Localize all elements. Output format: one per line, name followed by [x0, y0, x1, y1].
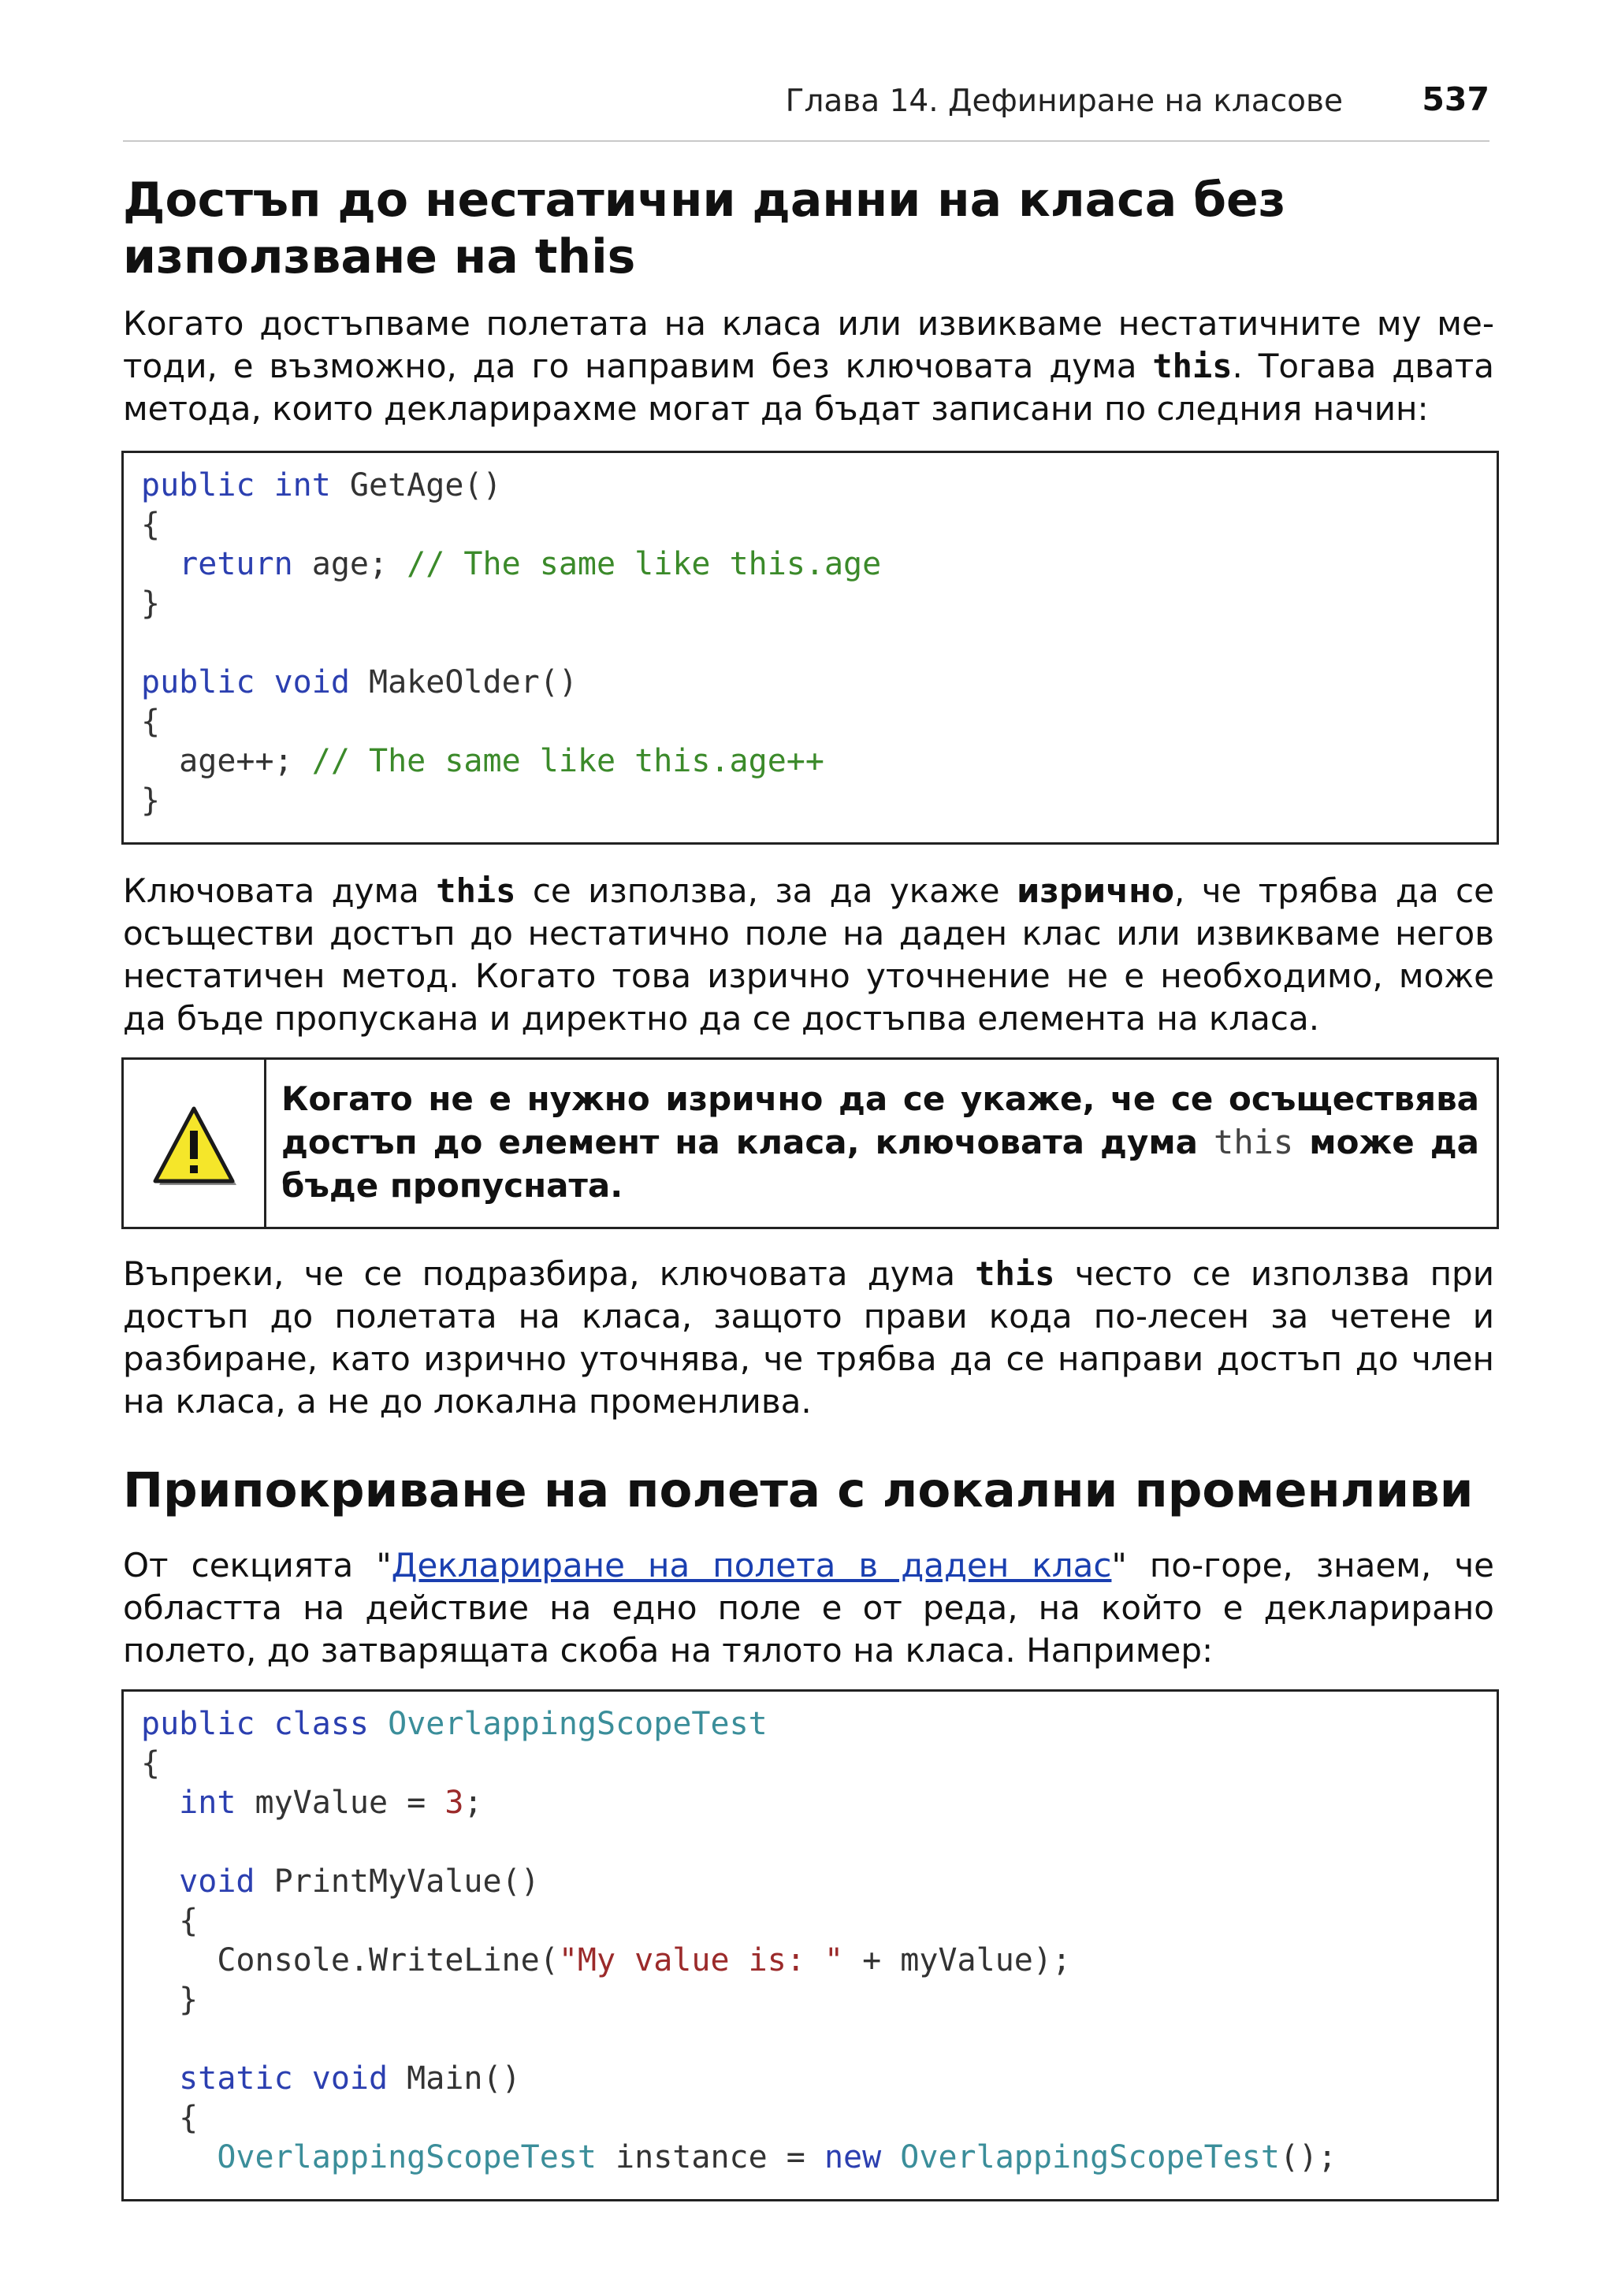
code-block-getage: public int GetAge() { return age; // The same like this.age } public void MakeOlder() { age++; // The same like this.age++ }	[121, 451, 1499, 845]
running-header	[123, 79, 1489, 142]
this-usage-paragraph: Въпреки, че се подразбира, ключовата дума this често се използва при достъп до полетата на класа, защото прави кода по-лесен за четене и разбиране, като изрично уточнява, че трябва да се направи достъп до член на класа, а не до локална променлива.	[123, 1254, 1494, 1421]
section-heading-field-overlap: Припокриване на полета с локални променливи	[123, 1462, 1474, 1518]
warning-note-box	[121, 1057, 1499, 1229]
scope-paragraph: От секцията "Деклариране на полета в даден клас" по-горе, знаем, че областта на действие на едно поле е от реда, на който е декларирано полето, до затварящата скоба на тялото на класа. Например:	[123, 1546, 1494, 1670]
section-heading-nonstatic-access: Достъп до нестатични данни на класа без използване на this	[123, 173, 1286, 284]
warning-note-text: Когато не е нужно изрично да се укаже, че се осъществява достъп до елемент на класа, ключовата дума this може да бъде пропусната.	[281, 1079, 1479, 1205]
warning-icon	[151, 1102, 237, 1189]
page-number: 537	[1422, 80, 1489, 118]
code-block-overlapping-scope: public class OverlappingScopeTest { int myValue = 3; void PrintMyValue() { Console.WriteLine("My value is: " + myValue); } static void Main() { OverlappingScopeTest instance = new OverlappingScopeTest();	[121, 1689, 1499, 2201]
warning-icon-cell	[124, 1060, 266, 1227]
chapter-title: Глава 14. Дефиниране на класове	[785, 84, 1343, 119]
this-explanation-paragraph: Ключовата дума this се използва, за да укаже изрично, че трябва да се осъществи достъп до нестатично поле на даден клас или извикваме негов нестатичен метод. Когато това изрично уточнение не е необходимо, може да бъде пропускана и директно да се достъпва елемента на класа.	[123, 871, 1494, 1038]
intro-paragraph: Когато достъпваме полетата на класа или извикваме нестатичните му ме-тоди, е възможно, да го направим без ключовата дума this. Тогава двата метода, които декларирахме могат да бъдат записани по следния начин:	[123, 304, 1494, 428]
section-reference-link[interactable]: Деклариране на полета в даден клас	[391, 1546, 1112, 1585]
